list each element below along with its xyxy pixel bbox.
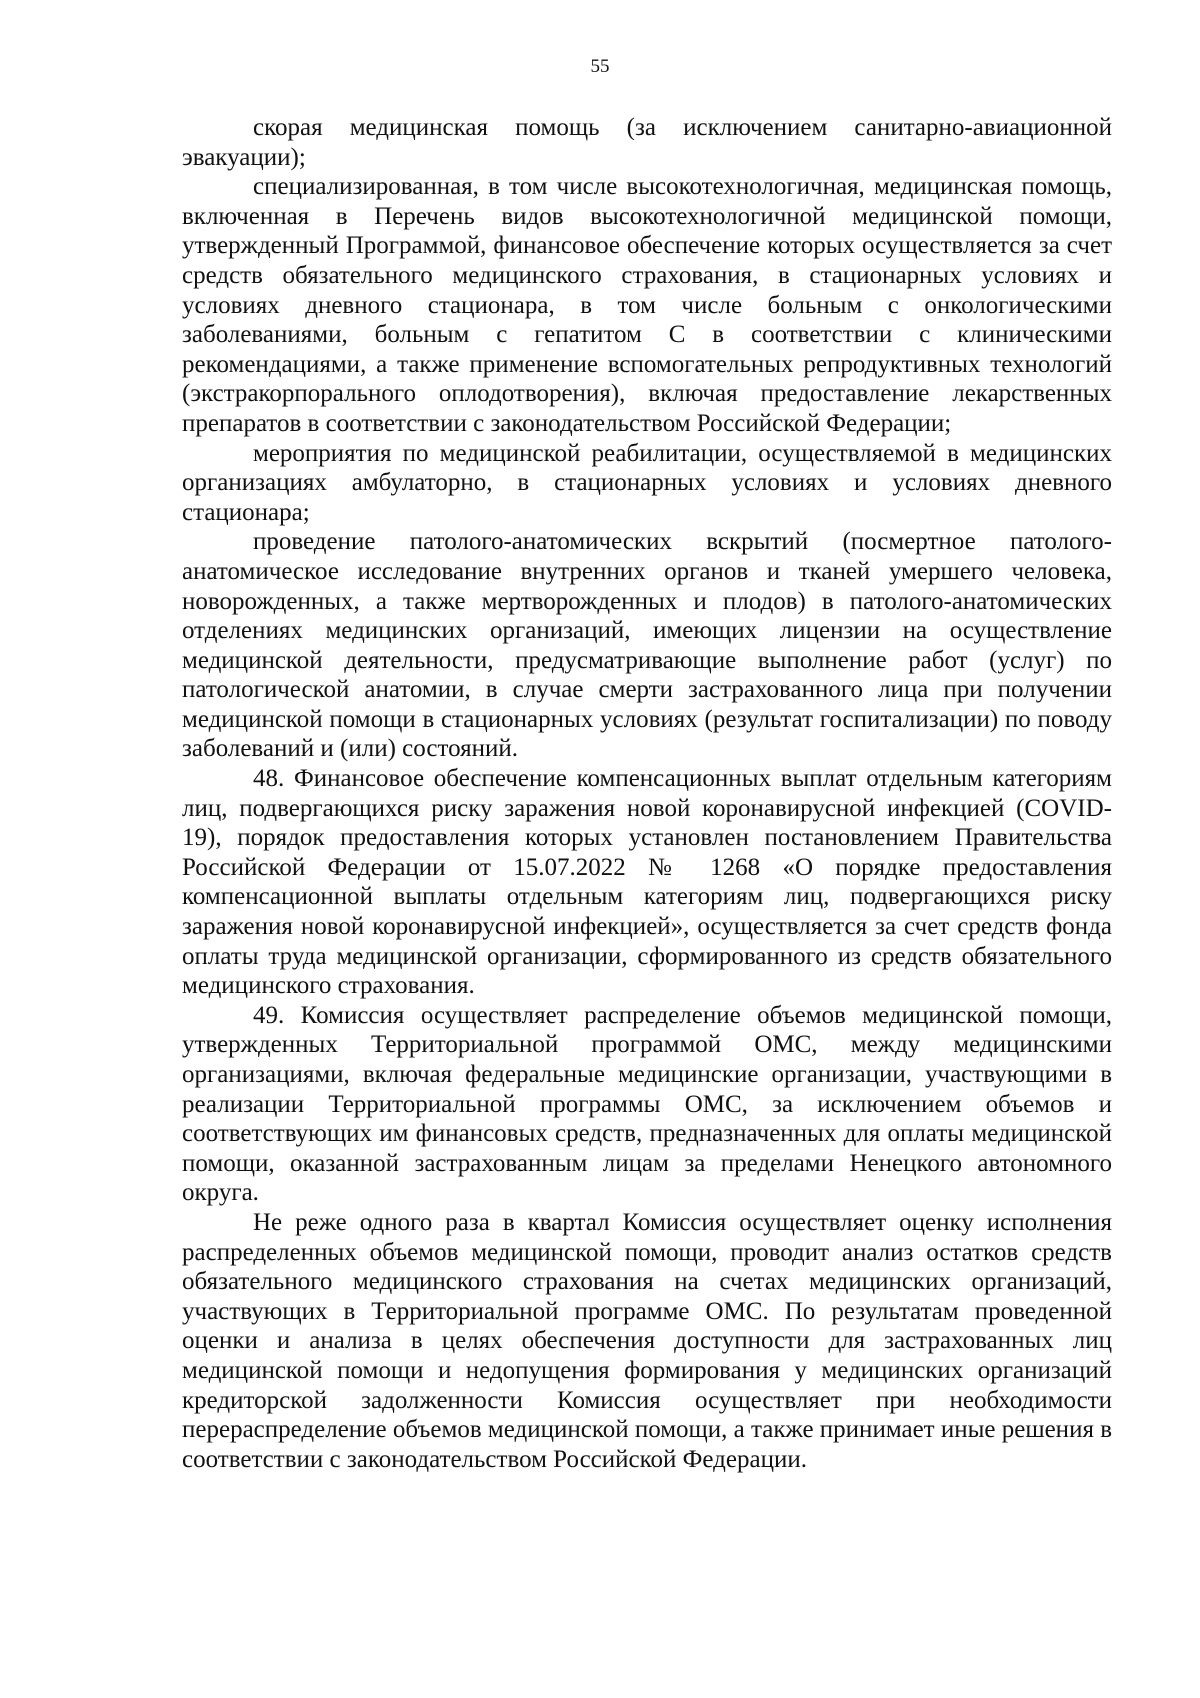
paragraph: специализированная, в том числе высокотехнологичная, медицинская помощь, включенная в Перечень видов высокотехнологичной медицинской помощи, утвержденный Программой, финансовое обеспечение которых осуществляется за счет средств обязательного медицинского страхования, в стационарных условиях и условиях дневного стационара, в том числе больным с онкологическими заболеваниями, больным с гепатитом С в соответствии с клиническими рекомендациями, а также применение вспомогательных репродуктивных технологий (экстракорпорального оплодотворения), включая предоставление лекарственных препаратов в соответствии с законодательством Российской Федерации; [182, 173, 1112, 437]
paragraph: Не реже одного раза в квартал Комиссия осуществляет оценку исполнения распределенных объемов медицинской помощи, проводит анализ остатков средств обязательного медицинского страхования на счетах медицинских организаций, участвующих в Территориальной программе ОМС. По результатам проведенной оценки и анализа в целях обеспечения доступности для застрахованных лиц медицинской помощи и недопущения формирования у медицинских организаций кредиторской задолженности Комиссия осуществляет при необходимости перераспределение объемов медицинской помощи, а также принимает иные решения в соответствии с законодательством Российской Федерации. [182, 1208, 1112, 1473]
paragraph: скорая медицинская помощь (за исключением санитарно-авиационной эвакуации); [182, 114, 1112, 171]
paragraph: проведение патолого-анатомических вскрытий (посмертное патолого-анатомическое исследование внутренних органов и тканей умершего человека, новорожденных, а также мертворожденных и плодов) в патолого-анатомических отделениях медицинских организаций, имеющих лицензии на осуществление медицинской деятельности, предусматривающие выполнение работ (услуг) по патологической анатомии, в случае смерти застрахованного лица при получении медицинской помощи в стационарных условиях (результат госпитализации) по поводу заболеваний и (или) состояний. [182, 528, 1112, 763]
paragraph: мероприятия по медицинской реабилитации, осуществляемой в медицинских организациях амбулаторно, в стационарных условиях и условиях дневного стационара; [182, 439, 1112, 526]
paragraph-item-48: 48. Финансовое обеспечение компенсационных выплат отдельным категориям лиц, подвергающихся риску заражения новой коронавирусной инфекцией (COVID-19), порядок предоставления которых установлен постановлением Правительства Российской Федерации от 15.07.2022 № 1268 «О порядке предоставления компенсационной выплаты отдельным категориям лиц, подвергающихся риску заражения новой коронавирусной инфекцией», осуществляется за счет средств фонда оплаты труда медицинской организации, сформированного из средств обязательного медицинского страхования. [182, 765, 1112, 1000]
paragraph-item-49: 49. Комиссия осуществляет распределение объемов медицинской помощи, утвержденных Территориальной программой ОМС, между медицинскими организациями, включая федеральные медицинские организации, участвующими в реализации Территориальной программы ОМС, за исключением объемов и соответствующих им финансовых средств, предназначенных для оплаты медицинской помощи, оказанной застрахованным лицам за пределами Ненецкого автономного округа. [182, 1001, 1112, 1207]
document-body [182, 113, 1112, 1474]
page-number: 55 [590, 56, 610, 77]
